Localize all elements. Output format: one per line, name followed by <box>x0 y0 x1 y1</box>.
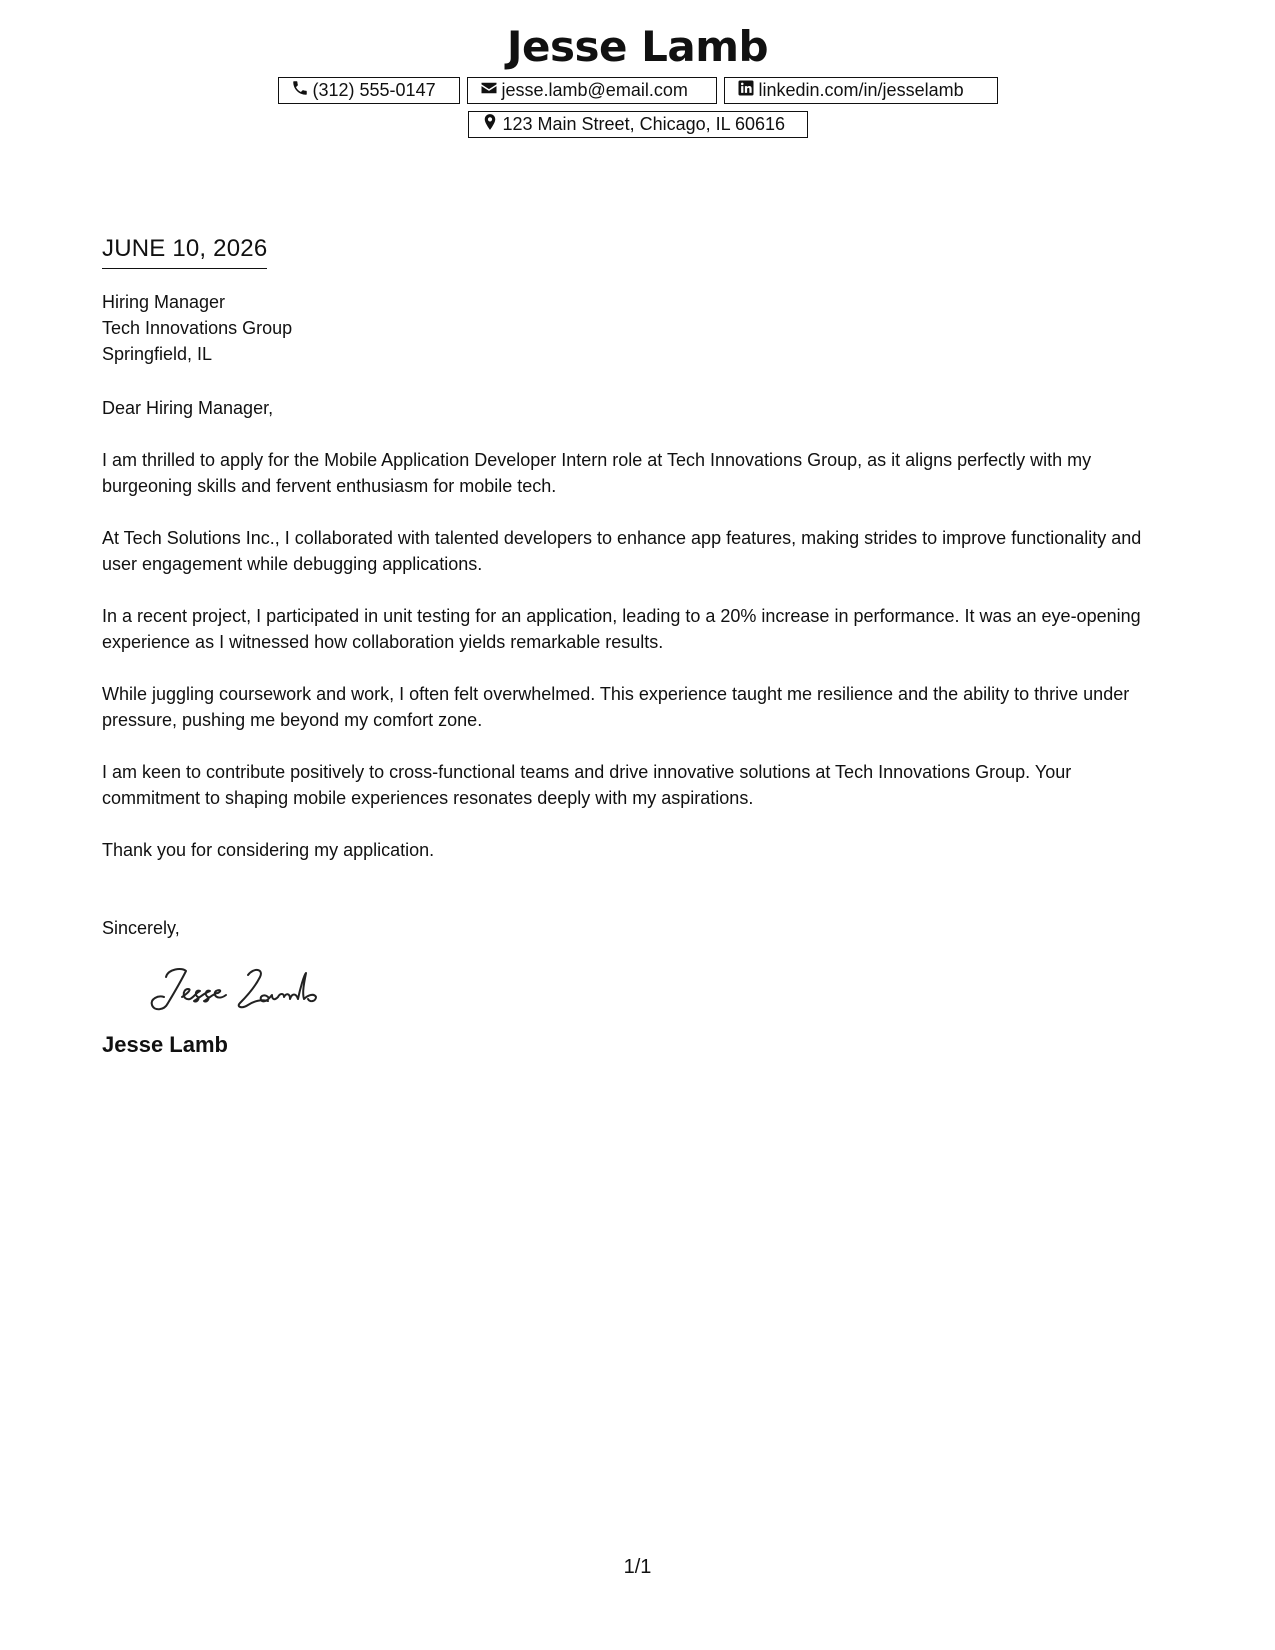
contact-phone-text: (312) 555-0147 <box>312 80 436 100</box>
map-marker-icon <box>481 113 499 136</box>
body-paragraph: While juggling coursework and work, I often felt overwhelmed. This experience taught me resilience and the ability to thrive under pressure, pushing me beyond my comfort zone. <box>102 684 1130 730</box>
contact-row-secondary <box>0 111 1275 138</box>
closing: Sincerely, <box>102 918 180 938</box>
page-number: 1/1 <box>623 1556 652 1578</box>
signer-name: Jesse Lamb <box>102 1032 228 1057</box>
envelope-icon <box>480 79 498 102</box>
handwritten-signature <box>138 959 338 1021</box>
body-paragraph: At Tech Solutions Inc., I collaborated with talented developers to enhance app features, making strides to improve functionality and user engagement while debugging applications. <box>102 528 1142 574</box>
applicant-name-title: Jesse Lamb <box>506 22 769 71</box>
letter-header <box>0 20 1275 138</box>
body-paragraph: I am thrilled to apply for the Mobile Application Developer Intern role at Tech Innovations Group, as it aligns perfectly with my burgeoning skills and fervent enthusiasm for mobile tech. <box>102 450 1092 496</box>
contact-address-text: 123 Main Street, Chicago, IL 60616 <box>502 114 786 134</box>
body-paragraph: I am keen to contribute positively to cross-functional teams and drive innovative solutions at Tech Innovations Group. Your commitment to shaping mobile experiences resonates deeply with my aspirations. <box>102 762 1072 808</box>
contact-row-primary <box>0 77 1275 104</box>
recipient-line: Tech Innovations Group <box>102 318 293 338</box>
contact-address[interactable] <box>468 111 808 138</box>
salutation: Dear Hiring Manager, <box>102 398 274 418</box>
body-paragraph: In a recent project, I participated in unit testing for an application, leading to a 20% increase in performance. It was an eye-opening experience as I witnessed how collaboration yields remarkable results. <box>102 606 1141 652</box>
phone-icon <box>291 79 309 102</box>
contact-email[interactable] <box>467 77 717 104</box>
contact-linkedin[interactable] <box>724 77 998 104</box>
contact-linkedin-text: linkedin.com/in/jesselamb <box>758 80 964 100</box>
recipient-line: Hiring Manager <box>102 292 226 312</box>
letter-body <box>102 234 1172 1059</box>
contact-phone[interactable] <box>278 77 460 104</box>
linkedin-icon <box>737 79 755 102</box>
recipient-line: Springfield, IL <box>102 344 213 364</box>
body-paragraph: Thank you for considering my application. <box>102 840 435 860</box>
letter-date: JUNE 10, 2026 <box>102 234 267 269</box>
contact-email-text: jesse.lamb@email.com <box>501 80 688 100</box>
recipient-block <box>102 289 1172 367</box>
